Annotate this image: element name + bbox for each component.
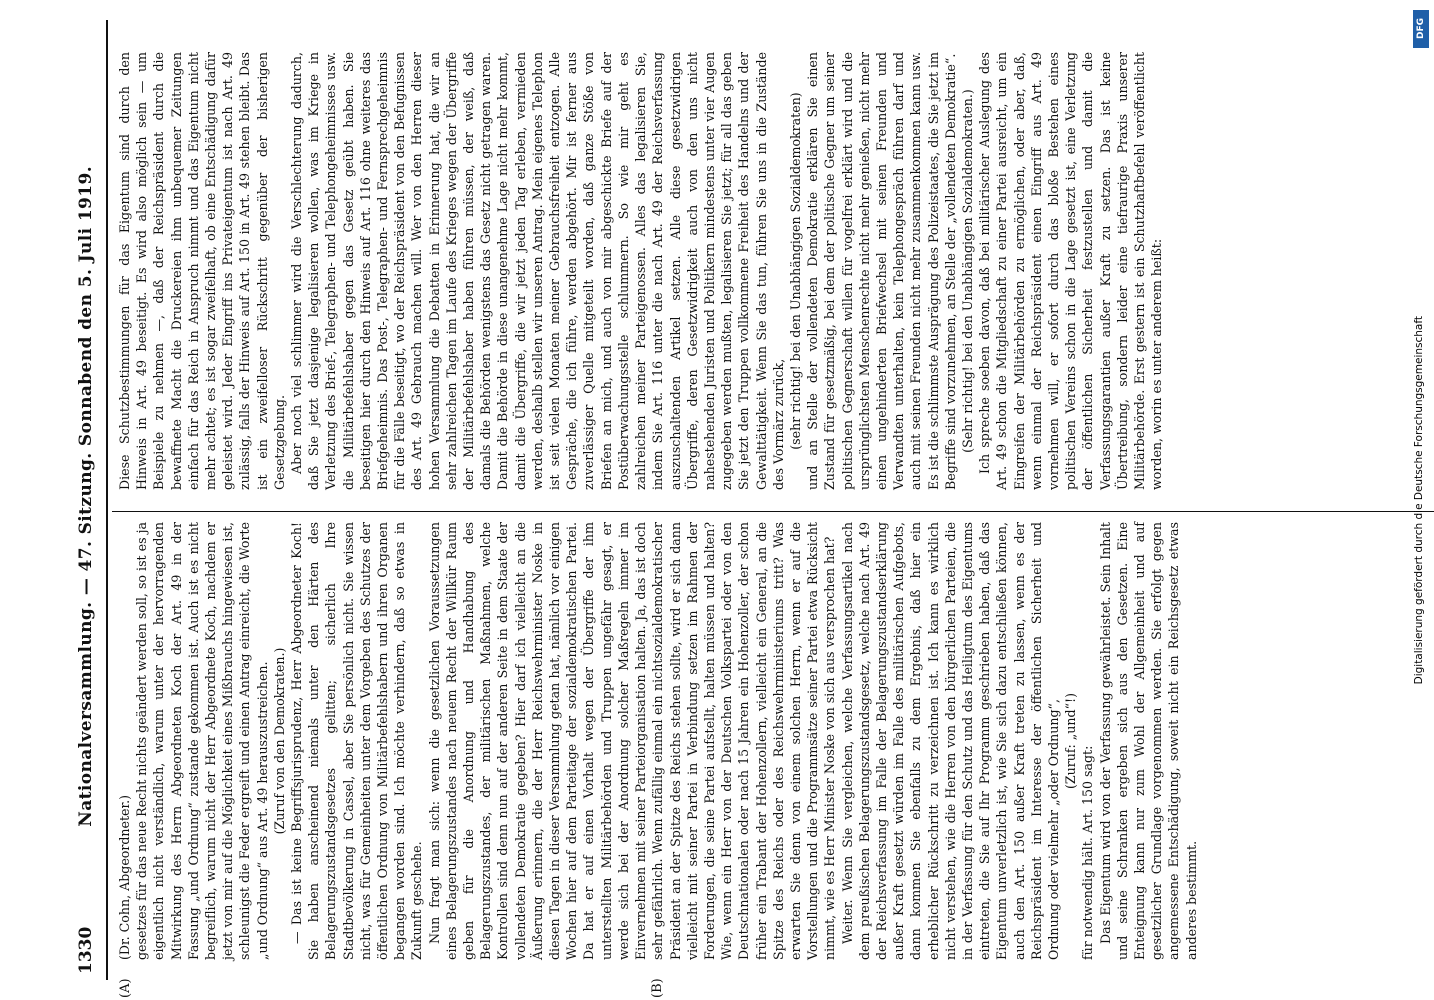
paragraph: Weiter. Wenn Sie vergleichen, welche Verfassungsartikel nach dem preußischen Belagerungszustandsgesetz, welche nach Art. 49 der Reichsverfassung im Falle der Belagerungszustandserklärung außer Kraft gesetzt würden im Falle des militärischen Aufgebots, dann kommen Sie ebenfalls zu dem Ergebnis, daß hier ein erheblicher Rückschritt zu verzeichnen ist. Ich kann es wirklich nicht verstehen, wie die Herren von den bürgerlichen Parteien, die in der Verfassung für den Schutz und das Heiligtum des Eigentums eintreten, die Sie auf Ihr Programm geschrieben haben, daß das Eigentum unverletzlich ist, wie Sie sich dazu entschließen können, auch den Art. 150 außer Kraft treten zu lassen, wenn es der Reichspräsident im Interesse der öffentlichen Sicherheit und Ordnung oder vielmehr „oder Ordnung“, — [839, 522, 1061, 960]
speaker-label: (Dr. Cohn, Abgeordneter.) — [117, 794, 132, 960]
paragraph: und an Stelle der vollendeten Demokratie erklären Sie einen Zustand für gesetzmäßig, bei dem der politische Gegner um seiner politischen Gegnerschaft willen für vogelfrei erklärt wird und die ursprünglichsten Menschenrechte nicht mehr genießen, nicht mehr einen ungehinderten Briefwechsel mit seinen Freunden und Verwandten unterhalten, kein Telephongespräch führen darf und auch mit seinen Freunden nicht mehr zusammenkommen kann usw. Es ist die schlimmste Ausprägung des Polizeistaates, die Sie jetzt im Begriffe sind vorzunehmen, an Stelle der „vollendeten Demokratie“. — [805, 52, 958, 490]
interjection: (Sehr richtig! bei den Unabhängigen Sozialdemokraten.) — [959, 89, 975, 453]
digitization-credit — [1406, 10, 1432, 990]
paragraph: — Das ist keine Begriffsjurisprudenz, Herr Abgeordneter Koch! Sie haben anscheinend niemals unter den Härten des Belagerungszustandsgesetzes gelitten; sicherlich Ihre Stadtbevölkerung in Cassel, aber Sie persönlich nicht. Sie wissen nicht, was für Gemeinheiten unter dem Vorgeben des Schutzes der öffentlichen Ordnung von Militärbefehlshabern und ihren Organen begangen worden sind. Ich möchte verhindern, daß so etwas in Zukunft geschehe. — [289, 522, 425, 960]
header-rule — [106, 20, 108, 980]
paragraph: Aber noch viel schlimmer wird die Verschlechterung dadurch, daß Sie jetzt dasjenige legalisieren wollen, was im Kriege in Verletzung des Brief-, Telegraphen- und Telephongeheimnisses usw. die Militärbefehlshaber gegen das Gesetz geübt haben. Sie beseitigen hier durch den Hinweis auf Art. 116 ohne weiteres das Briefgeheimnis. Das Post-, Telegraphen- und Fernsprechgeheimnis für die Fälle beseitigt, wo der Reichspräsident von den Befugnissen des Art. 49 Gebrauch machen will. Wer von den Herren dieser hohen Versammlung die Debatten in Erinnerung hat, die wir an sehr zahlreichen Tagen im Laufe des Krieges wegen der Übergriffe der Militärbefehlshaber haben führen müssen, der weiß, daß damals die Behörden wenigstens das Gesetz nicht getragen waren. Damit die Behörde in diese unangenehme Lage nicht mehr kommt, damit die Übergriffe, die wir jetzt jeden Tag erleben, vermieden werden, deshalb stellen wir unseren Antrag. Mein eigenes Telephon ist seit vielen Monaten meiner Gebrauchsfreiheit entzogen. Alle Gespräche, die ich führe, werden abgehört. Mir ist ferner aus zuverlässiger Quelle mitgeteilt worden, daß ganze Stöße von Briefen an mich, und auch von mir abgeschickte Briefe auf der Postüberwachungsstelle schlummern. So wie mir geht es zahlreichen meiner Parteigenossen. Alles das legalisieren Sie, indem Sie Art. 116 unter die nach Art. 49 der Reichsverfassung auszuschaltenden Artikel setzen. Alle diese gesetzwidrigen Übergriffe, deren Gesetzwidrigkeit auch von den uns nicht nahestehenden Juristen und Politikern mindestens unter vier Augen zugegeben werden mußten, legalisieren Sie jetzt; für all das geben Sie jetzt den Truppen vollkommene Freiheit des Handelns und der Gewalttätigkeit. Wenn Sie das tun, führen Sie uns in die Zustände des Vormärz zurück, — [289, 52, 786, 490]
page-header — [68, 20, 104, 980]
page-number: 1330 — [76, 926, 96, 974]
interjection: (sehr richtig! bei den Unabhängigen Sozialdemokraten) — [787, 92, 803, 450]
paragraph: Ich spreche soeben davon, daß bei militärischer Auslegung des Art. 49 schon die Mitgliedschaft zu einer Partei ausreicht, um ein Eingreifen der Militärbehörden zu ermöglichen, oder aber, daß, wenn einmal der Reichspräsident einen Eingriff aus Art. 49 vornehmen will, er sofort durch das bloße Bestehen eines politischen Vereins schon in die Lage gesetzt ist, eine Verletzung der öffentlichen Sicherheit festzustellen und damit die Verfassungsgarantien außer Kraft zu setzen. Das ist keine Übertreibung, sondern leider eine tiefraurige Praxis unserer Militärbehörde. Erst gestern ist ein Schutzhaftbefehl veröffentlicht worden, worin es unter anderem heißt: — [977, 52, 1165, 490]
paragraph: Diese Schutzbestimmungen für das Eigentum sind durch den Hinweis in Art. 49 beseitigt. Es wird also möglich sein — um Beispiele zu nehmen —, daß der Reichspräsident durch die bewaffnete Macht die Druckereien ihm unbequemer Zeitungen einfach für das Reich in Anspruch nimmt und das Eigentum nicht mehr achtet; es ist sogar zweifelhaft, ob eine Entschädigung dafür geleistet wird. Jeder Eingriff ins Privateigentum ist nach Art. 49 zulässig, falls der Hinweis auf Art. 150 in Art. 49 stehen bleibt. Das ist ein zweifelloser Rückschritt gegenüber der bisherigen Gesetzgebung. — [117, 52, 287, 490]
paragraph: für notwendig hält. Art. 150 sagt: — [1080, 745, 1096, 960]
dfg-logo — [1413, 10, 1429, 48]
left-column — [116, 522, 1200, 960]
margin-marker-a: (A) — [118, 978, 133, 998]
interjection: (Zuruf: „und“!) — [1063, 692, 1079, 790]
margin-marker-b: (B) — [650, 978, 665, 998]
interjection: (Zuruf von den Demokraten.) — [271, 647, 287, 835]
paragraph: gesetzes für das neue Recht nichts geändert werden soll, so ist es ja eigentlich nicht verständlich, warum unter der hervorragenden Mitwirkung des Herrn Abgeordneten Koch der Art. 49 in der Fassung „und Ordnung“ zustande gekommen ist. Auch ist es nicht begreiflich, warum nicht der Herr Abgeordnete Koch, nachdem er jetzt von mir auf die Möglichkeit eines Mißbrauchs hingewiesen ist, schleunigst die Feder ergreift und einen Antrag einreicht, die Worte „und Ordnung“ aus Art. 49 herauszustreichen. — [134, 522, 270, 960]
paragraph: Nun fragt man sich: wenn die gesetzlichen Voraussetzungen eines Belagerungszustandes nach neuem Recht der Willkür Raum geben für die Anordnung und Handhabung des Belagerungszustandes, der militärischen Maßnahmen, welche Kontrollen sind denn nun auf der anderen Seite in dem Staate der vollendeten Demokratie gegeben? Hier darf ich vielleicht an die Äußerung erinnern, die der Herr Reichswehrminister Noske in diesen Tagen in dieser Versammlung getan hat, nämlich vor einigen Wochen hier auf dem Parteitage der sozialdemokratischen Partei. Da hat er auf einen Vorhalt wegen der Übergriffe der ihm unterstellten Militärbehörden und Truppen ungefähr gesagt, er werde sich bei der Anordnung solcher Maßregeln immer im Einvernehmen mit seiner Parteiorganisation halten. Ja, das ist doch sehr gefährlich. Wenn zufällig einmal ein nichtsozialdemokratischer Präsident an der Spitze des Reichs stehen sollte, wird er sich dann vielleicht mit seiner Partei in Verbindung setzen im Rahmen der Forderungen, die seine Partei aufstellt, halten müssen und halten? Wie, wenn ein Herr von der Deutschen Volkspartei oder von den Deutschnationalen oder nach 15 Jahren ein Hohenzoller, der schon früher ein Trabant der Hohenzollern, vielleicht ein General, an die Spitze des Reichs oder des Reichswehrministeriums tritt? Was erwarten Sie denn von einem solchen Herrn, wenn er auf die Vorstellungen und die Programmsätze seiner Partei etwa Rücksicht nimmt, wie es Herr Minister Noske von sich aus versprochen hat? — [426, 522, 838, 960]
right-column — [116, 52, 1165, 490]
quotation: Das Eigentum wird von der Verfassung gewährleistet. Sein Inhalt und seine Schranken ergeben sich aus den Gesetzen. Eine Enteignung kann nur zum Wohl der Allgemeinheit und auf gesetzlicher Grundlage vorgenommen werden. Sie erfolgt gegen angemessene Entschädigung, soweit nicht ein Reichsgesetz etwas anderes bestimmt. — [1097, 522, 1199, 960]
scanned-page — [60, 20, 1434, 998]
column-divider — [112, 511, 1434, 512]
credit-text: Digitalisierung gefördert durch die Deutsche Forschungsgemeinschaft — [1413, 315, 1425, 685]
dfg-logo-text: DFG — [1416, 18, 1426, 40]
page-title: Nationalversammlung. — 47. Sitzung. Sonnabend den 5. Juli 1919. — [76, 165, 96, 827]
